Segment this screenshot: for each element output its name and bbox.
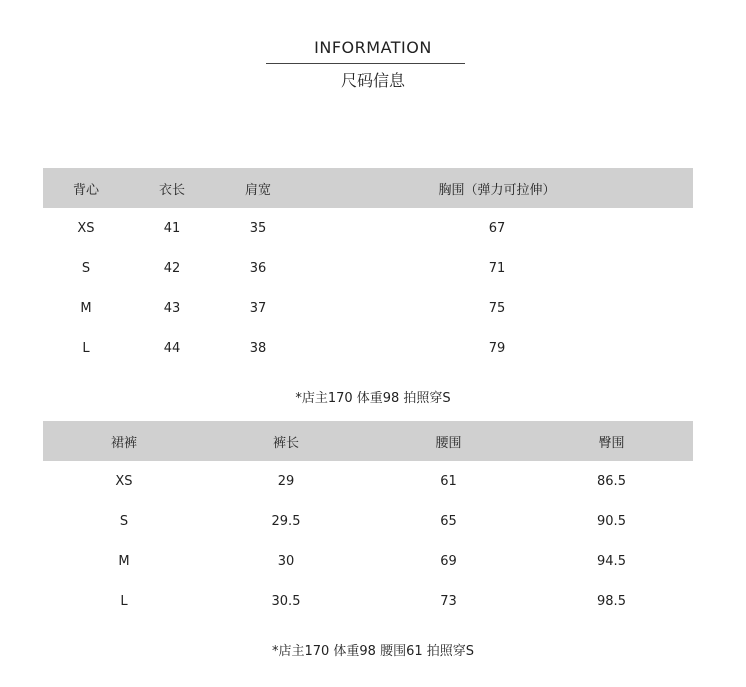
size-cell: XS [115, 473, 133, 489]
column-header-style: 裙裤 [110, 435, 137, 451]
size-cell: S [119, 513, 129, 529]
column-header-hip: 臀围 [598, 435, 625, 451]
page-subtitle: 尺码信息 [340, 71, 405, 90]
model-note-skirt: *店主170 体重98 腰围61 拍照穿S [271, 644, 475, 659]
table-row [43, 288, 693, 328]
table-row [43, 501, 693, 541]
column-header-shoulder: 肩宽 [244, 182, 271, 198]
size-cell: S [81, 260, 91, 276]
length-cell: 43 [163, 300, 181, 316]
waist-cell: 73 [440, 593, 457, 609]
table-row [43, 461, 693, 501]
shoulder-cell: 35 [249, 220, 267, 236]
length-cell: 42 [163, 260, 181, 276]
column-header-chest: 胸围（弹力可拉伸） [438, 182, 556, 198]
shoulder-cell: 38 [249, 340, 267, 356]
shoulder-cell: 36 [249, 260, 267, 276]
size-cell: L [82, 340, 90, 356]
column-header-length: 衣长 [158, 182, 185, 198]
table-header-row [43, 168, 693, 208]
table-row [43, 581, 693, 621]
column-header-length: 裤长 [272, 435, 299, 451]
shoulder-cell: 37 [249, 300, 267, 316]
hip-cell: 98.5 [597, 593, 626, 609]
page-title: INFORMATION [314, 38, 432, 57]
column-header-style: 背心 [72, 182, 99, 198]
size-cell: L [120, 593, 128, 609]
chest-cell: 67 [488, 220, 506, 236]
waist-cell: 69 [440, 553, 457, 569]
table-row [43, 541, 693, 581]
hip-cell: 90.5 [597, 513, 626, 529]
model-note-vest: *店主170 体重98 拍照穿S [295, 391, 451, 406]
length-cell: 30.5 [271, 593, 301, 609]
table-row [43, 208, 693, 248]
hip-cell: 86.5 [597, 473, 626, 489]
chest-cell: 71 [488, 260, 506, 276]
length-cell: 30 [277, 553, 295, 569]
skirt-size-table [43, 421, 693, 621]
chest-cell: 75 [488, 300, 506, 316]
chest-cell: 79 [488, 340, 506, 356]
table-row [43, 328, 693, 368]
size-cell: M [118, 553, 130, 569]
waist-cell: 61 [440, 473, 457, 489]
length-cell: 29 [277, 473, 295, 489]
table-row [43, 248, 693, 288]
waist-cell: 65 [440, 513, 457, 529]
size-cell: XS [77, 220, 95, 236]
length-cell: 44 [163, 340, 181, 356]
size-cell: M [80, 300, 92, 316]
length-cell: 29.5 [271, 513, 301, 529]
hip-cell: 94.5 [597, 553, 626, 569]
title-divider [266, 63, 465, 64]
column-header-waist: 腰围 [435, 435, 462, 451]
table-header-row [43, 421, 693, 461]
length-cell: 41 [163, 220, 181, 236]
vest-size-table [43, 168, 693, 368]
